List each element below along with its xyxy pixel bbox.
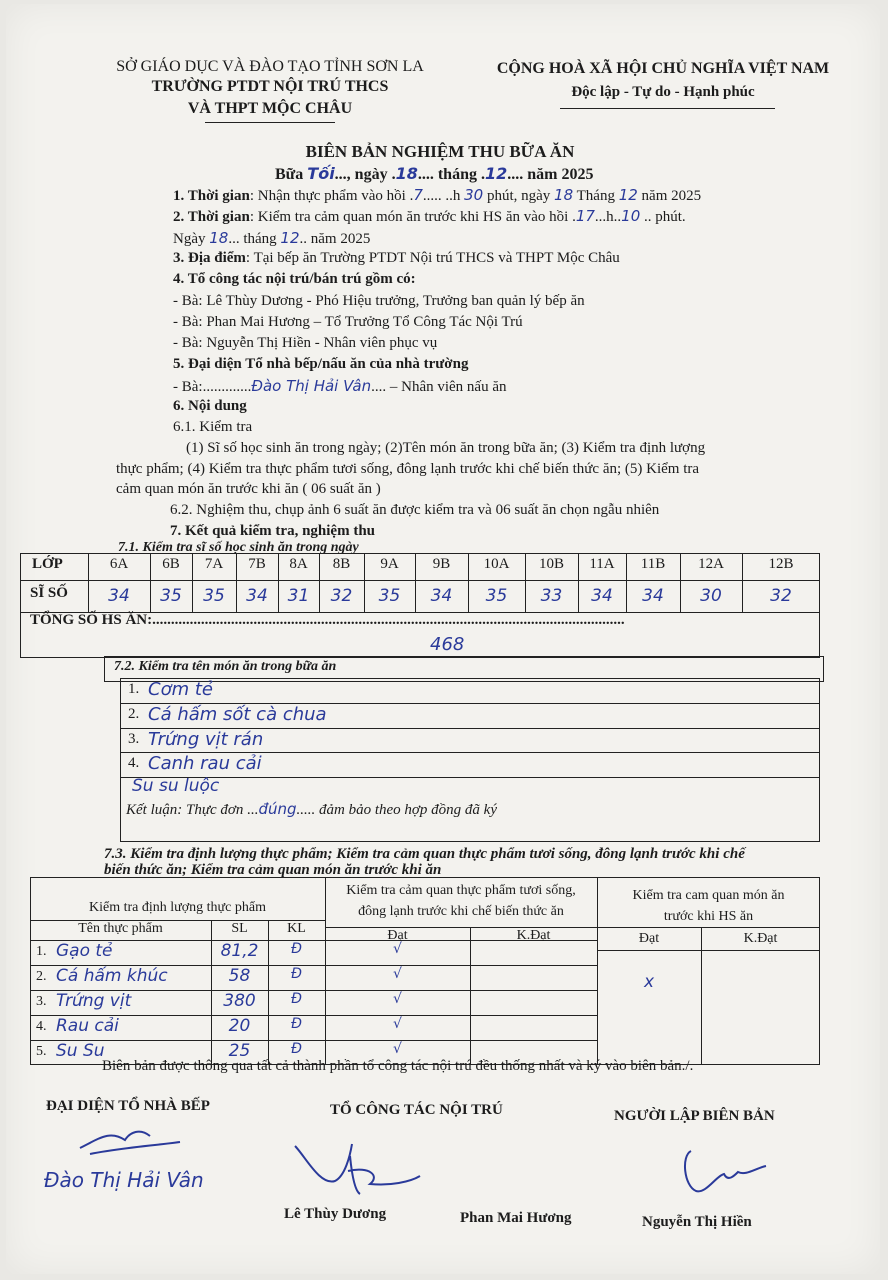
food-row-fresh-pass: √	[393, 941, 402, 957]
class-count: 32	[330, 586, 353, 606]
dish-name: Canh rau cải	[148, 753, 262, 774]
class-count: 31	[287, 586, 310, 606]
member-1: - Bà: Lê Thùy Dương - Phó Hiệu trưởng, Trưởng ban quản lý bếp ăn	[173, 293, 585, 309]
section5-line: - Bà:.............Đào Thị Hải Vân.... – Nhân viên nấu ăn	[173, 377, 507, 395]
section7-sub3-line2: biến thức ăn; Kiểm tra cảm quan món ăn trước khi ăn	[104, 862, 442, 878]
team-signature-title: TỔ CÔNG TÁC NỘI TRÚ	[330, 1102, 503, 1118]
author-signature-name: Nguyễn Thị Hiền	[642, 1214, 752, 1230]
member-3: - Bà: Nguyễn Thị Hiền - Nhân viên phục vụ	[173, 335, 438, 351]
dish-name: Trứng vịt rán	[148, 729, 264, 750]
food-row-number: 5.	[36, 1044, 47, 1059]
section7-sub1: 7.1. Kiểm tra sĩ số học sinh ăn trong ngày	[118, 540, 359, 555]
food-group3-header-line2: trước khi HS ăn	[663, 909, 754, 924]
section5-title: 5. Đại diện Tổ nhà bếp/nấu ăn của nhà trường	[173, 356, 469, 372]
class-count: 30	[700, 586, 722, 606]
section6-sub2: 6.2. Nghiệm thu, chụp ảnh 6 suất ăn được kiểm tra và 06 suất ăn chọn ngẫu nhiên	[170, 502, 660, 518]
class-count: 34	[642, 586, 664, 606]
food-col-sensory-pass: Đạt	[638, 931, 660, 946]
food-row-weight-check: Đ	[291, 966, 302, 982]
food-row-quantity: 20	[228, 1016, 251, 1036]
menu-conclusion: Kết luận: Thực đơn ...đúng..... đảm bảo theo hợp đồng đã ký	[126, 800, 497, 818]
food-row-number: 1.	[36, 944, 47, 959]
class-label: 9A	[380, 556, 399, 572]
kitchen-signature-name: Đào Thị Hải Vân	[44, 1168, 204, 1192]
document-title: BIÊN BẢN NGHIỆM THU BỮA ĂN	[305, 142, 575, 161]
dish-name: Cá hấm sốt cà chua	[148, 704, 327, 725]
food-row-fresh-pass: √	[393, 966, 402, 982]
total-value: 468	[430, 634, 465, 655]
food-row-name: Cá hấm khúc	[56, 966, 168, 986]
header-school-line2: VÀ THPT MỘC CHÂU	[187, 100, 353, 117]
class-count: 35	[160, 586, 182, 606]
food-col-fresh-fail: K.Đạt	[516, 928, 551, 943]
author-signature-mark	[676, 1146, 786, 1206]
food-row-weight-check: Đ	[291, 1016, 302, 1032]
section4-title: 4. Tổ công tác nội trú/bán trú gồm có:	[173, 271, 416, 287]
total-label: TỔNG SỐ HS ĂN:..............................................................................................................................	[30, 612, 625, 628]
section6-sub1: 6.1. Kiểm tra	[173, 419, 253, 435]
class-label: 9B	[432, 556, 451, 572]
kitchen-staff-name: Đào Thị Hải Vân	[251, 377, 372, 395]
food-col-fresh-pass: Đạt	[387, 928, 408, 943]
class-count: 34	[246, 586, 268, 606]
section7-sub3-line1: 7.3. Kiểm tra định lượng thực phẩm; Kiểm tra cảm quan thực phẩm tươi sống, đông lạnh trước khi chế	[104, 846, 745, 862]
day-value: 18	[395, 164, 418, 183]
dish-number: 3.	[128, 731, 140, 747]
food-row-weight-check: Đ	[291, 991, 302, 1007]
food-group3-header-line1: Kiểm tra cam quan món ăn	[632, 888, 785, 903]
section6-title: 6. Nội dung	[173, 398, 247, 414]
class-count: 34	[430, 586, 453, 606]
class-count: 34	[591, 586, 613, 606]
food-row-number: 2.	[36, 969, 47, 984]
team-signature-mark	[290, 1136, 430, 1206]
food-row-weight-check: Đ	[291, 1041, 302, 1057]
closing-statement: Biên bản được thông qua tất cả thành phần tổ công tác nội trú đều thống nhất và ký vào biên bản./.	[102, 1058, 694, 1074]
class-label: 11B	[640, 556, 666, 572]
dish-number: 1.	[128, 681, 140, 697]
document-subtitle: Bữa Tối..., ngày .18.... tháng .12.... năm 2025	[275, 164, 594, 183]
food-row-quantity: 81,2	[220, 941, 259, 961]
section7-title: 7. Kết quả kiểm tra, nghiệm thu	[170, 523, 376, 539]
header-nation: CỘNG HOÀ XÃ HỘI CHỦ NGHĨA VIỆT NAM	[496, 60, 830, 77]
class-label: 7B	[248, 556, 266, 572]
food-row-name: Trứng vịt	[56, 991, 132, 1011]
class-count: 32	[770, 586, 792, 606]
class-count: 35	[485, 586, 508, 606]
section1-line: 1. Thời gian: Nhận thực phẩm vào hồi .7..... ..h 30 phút, ngày 18 Tháng 12 năm 2025	[173, 186, 702, 204]
month-value: 12	[484, 164, 508, 183]
class-count: 35	[203, 586, 225, 606]
food-row-quantity: 380	[223, 991, 256, 1011]
class-count: 33	[540, 586, 563, 606]
food-col-sensory-fail: K.Đạt	[743, 931, 778, 946]
section6-para-line2: thực phẩm; (4) Kiểm tra thực phẩm tươi sống, đông lạnh trước khi chế biến thức ăn; (5) Kiểm tra	[116, 461, 700, 477]
meal-value: Tối	[307, 164, 335, 183]
section2-line2: Ngày 18... tháng 12.. năm 2025	[173, 229, 371, 247]
dish-number: 2.	[128, 706, 140, 722]
food-row-fresh-pass: √	[393, 1016, 402, 1032]
food-col-name: Tên thực phẩm	[78, 921, 163, 936]
dish-name: Cơm tẻ	[148, 679, 213, 700]
header-school-line1: TRƯỜNG PTDT NỘI TRÚ THCS	[151, 78, 389, 95]
sensory-pass-mark: x	[643, 972, 655, 992]
class-count: 35	[378, 586, 401, 606]
class-label: 11A	[589, 556, 615, 572]
class-label: 7A	[204, 556, 224, 572]
team-signature-name2: Phan Mai Hương	[460, 1210, 572, 1226]
food-row-number: 3.	[36, 994, 47, 1009]
dish-number: 4.	[128, 755, 140, 771]
class-header: LỚP	[32, 556, 63, 572]
food-group2-header-line2: đông lạnh trước khi chế biến thức ăn	[358, 904, 564, 919]
food-row-name: Rau cải	[56, 1016, 119, 1036]
class-label: 6B	[162, 556, 180, 572]
food-row-name: Gạo tẻ	[56, 941, 113, 961]
section2-line1: 2. Thời gian: Kiểm tra cảm quan món ăn trước khi HS ăn vào hồi .17...h..10 .. phút.	[173, 207, 686, 225]
class-label: 8A	[289, 556, 308, 572]
header-right-underline	[560, 108, 775, 109]
section6-para-line3: cảm quan món ăn trước khi ăn ( 06 suất ăn )	[116, 481, 381, 497]
food-row-fresh-pass: √	[393, 991, 402, 1007]
class-label: 6A	[109, 556, 129, 572]
food-col-kl: KL	[287, 921, 306, 936]
author-signature-title: NGƯỜI LẬP BIÊN BẢN	[614, 1108, 775, 1124]
section3-line: 3. Địa điểm: Tại bếp ăn Trường PTDT Nội trú THCS và THPT Mộc Châu	[173, 250, 620, 266]
team-signature-name1: Lê Thùy Dương	[284, 1206, 387, 1222]
food-row-quantity: 25	[228, 1041, 251, 1061]
kitchen-signature-title: ĐẠI DIỆN TỔ NHÀ BẾP	[46, 1098, 210, 1114]
class-label: 8B	[332, 556, 351, 572]
class-label: 12B	[768, 556, 794, 572]
food-group2-header-line1: Kiểm tra cảm quan thực phẩm tươi sống,	[346, 883, 576, 898]
count-header: SĨ SỐ	[30, 585, 68, 601]
food-row-name: Su Su	[56, 1041, 105, 1061]
class-label: 10A	[483, 556, 510, 572]
class-label: 12A	[698, 556, 724, 572]
member-2: - Bà: Phan Mai Hương – Tổ Trưởng Tổ Công Tác Nội Trú	[173, 314, 523, 330]
food-row-fresh-pass: √	[393, 1041, 402, 1057]
extra-dish: Su su luộc	[132, 776, 220, 796]
food-group1-header: Kiểm tra định lượng thực phẩm	[89, 900, 266, 915]
header-department: SỞ GIÁO DỤC VÀ ĐÀO TẠO TỈNH SƠN LA	[116, 58, 424, 75]
class-count: 34	[108, 586, 130, 606]
section7-sub2: 7.2. Kiểm tra tên món ăn trong bữa ăn	[114, 659, 337, 674]
kitchen-signature-mark	[70, 1120, 190, 1160]
class-label: 10B	[538, 556, 564, 572]
section6-para-line1: (1) Sĩ số học sinh ăn trong ngày; (2)Tên món ăn trong bữa ăn; (3) Kiểm tra định lượng	[186, 440, 706, 456]
header-left-underline	[205, 122, 335, 123]
food-col-sl: SL	[231, 921, 248, 936]
food-row-weight-check: Đ	[291, 941, 302, 957]
food-row-number: 4.	[36, 1019, 47, 1034]
food-row-quantity: 58	[228, 966, 251, 986]
header-motto: Độc lập - Tự do - Hạnh phúc	[571, 84, 755, 100]
